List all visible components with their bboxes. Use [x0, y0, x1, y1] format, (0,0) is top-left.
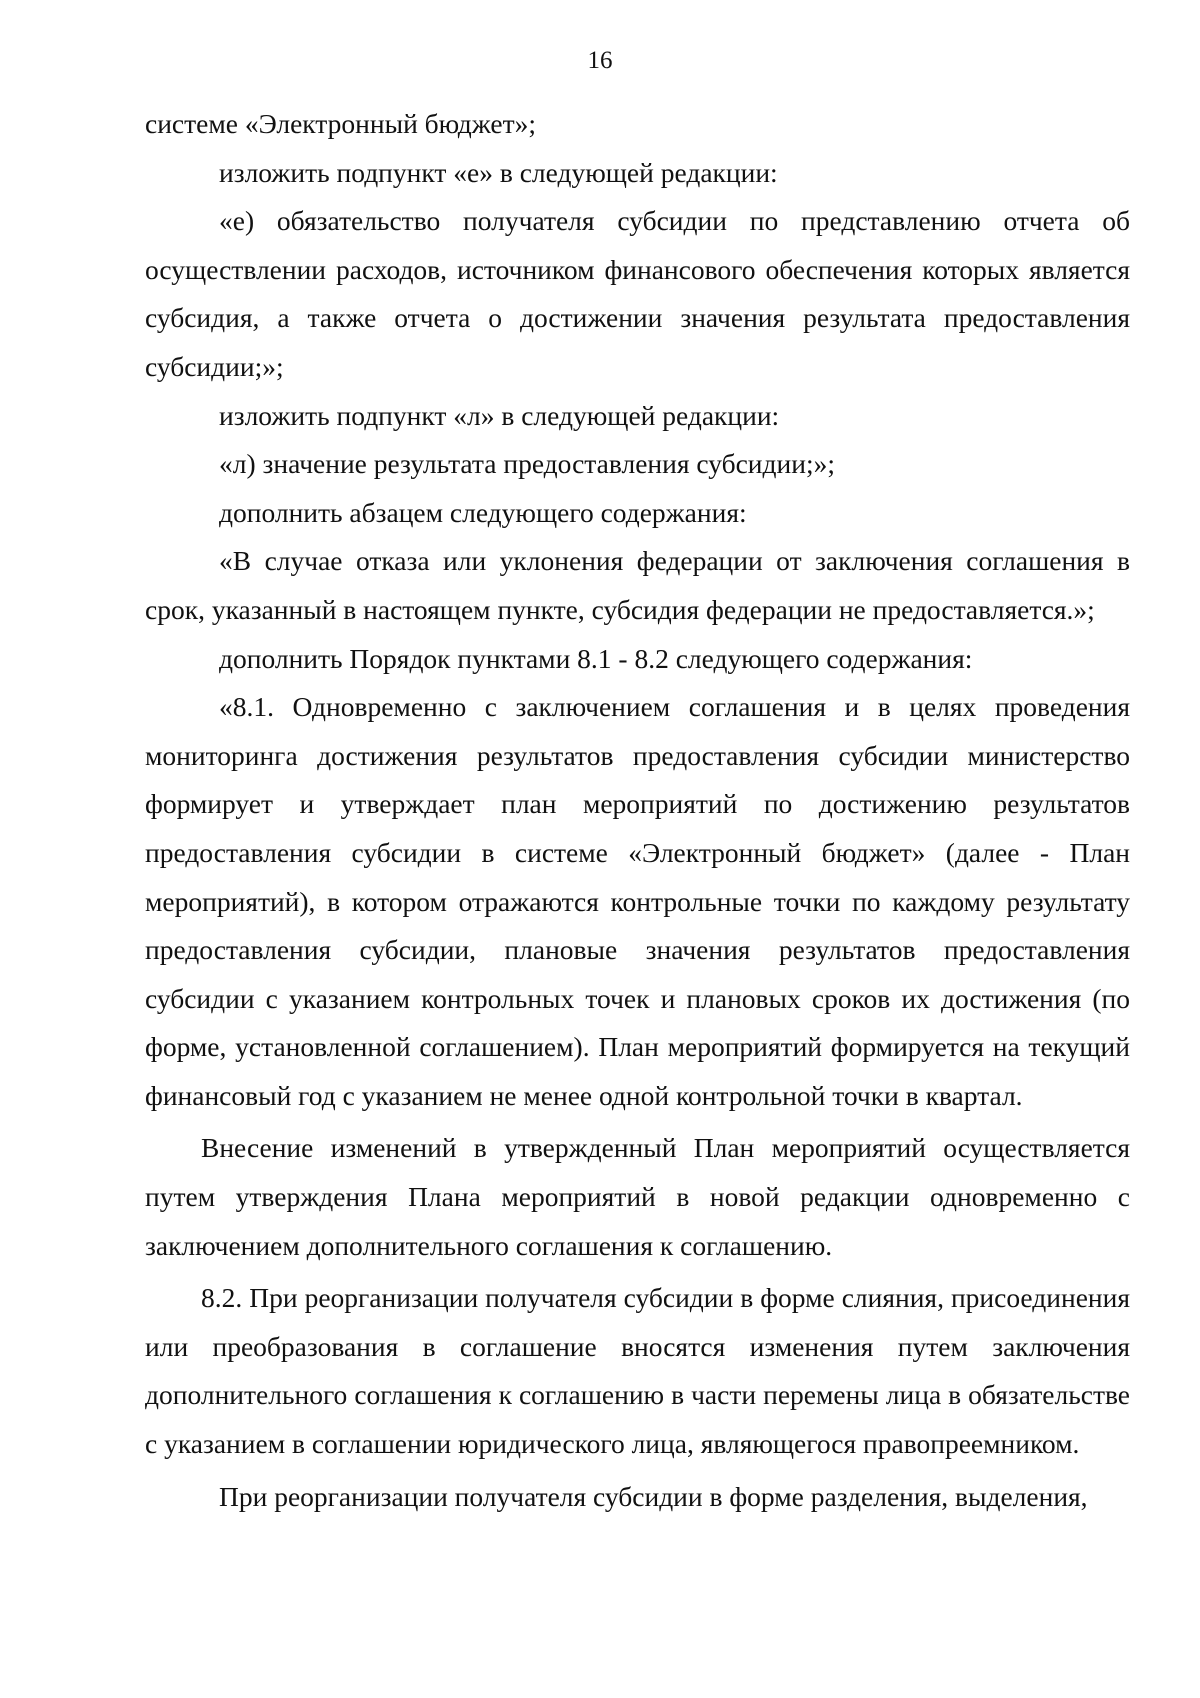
- paragraph-continuation: системе «Электронный бюджет»;: [145, 108, 537, 139]
- paragraph-refusal-clause: «В случае отказа или уклонения федерации от заключения соглашения в срок, указанный в настоящем пункте, субсидия федерации не предоставляется.»;: [145, 545, 1130, 625]
- paragraph-plan-changes: Внесение изменений в утвержденный План мероприятий осуществляется путем утверждения Плана мероприятий в новой редакции одновременно с заключением дополнительного соглашения к соглашению.: [145, 1132, 1130, 1261]
- paragraph-point-8-1: «8.1. Одновременно с заключением соглашения и в целях проведения мониторинга достижения результатов предоставления субсидии министерство формирует и утверждает план мероприятий по достижению результатов предоставления субсидии в системе «Электронный бюджет» (далее - План мероприятий), в котором отражаются контрольные точки по каждому результату предоставления субсидии, плановые значения результатов предоставления субсидии с указанием контрольных точек и плановых сроков их достижения (по форме, установленной соглашением). План мероприятий формируется на текущий финансовый год с указанием не менее одной контрольной точки в квартал.: [145, 691, 1130, 1111]
- paragraph-instruction-points: дополнить Порядок пунктами 8.1 - 8.2 следующего содержания:: [219, 642, 973, 674]
- paragraph-instruction-e: изложить подпункт «е» в следующей редакции:: [219, 156, 778, 188]
- paragraph-instruction-add: дополнить абзацем следующего содержания:: [219, 496, 747, 528]
- paragraph-point-8-2: 8.2. При реорганизации получателя субсидии в форме слияния, присоединения или преобразования в соглашение вносятся изменения путем заключения дополнительного соглашения к соглашению в части перемены лица в обязательстве с указанием в соглашении юридического лица, являющегося правопреемником.: [145, 1282, 1130, 1460]
- paragraph-reorganization: При реорганизации получателя субсидии в форме разделения, выделения,: [219, 1480, 1088, 1512]
- document-body: [145, 100, 1130, 1521]
- paragraph-instruction-l: изложить подпункт «л» в следующей редакции:: [219, 399, 780, 431]
- page-number: 16: [587, 47, 613, 74]
- paragraph-subitem-l: «л) значение результата предоставления субсидии;»;: [219, 448, 835, 480]
- paragraph-subitem-e: «е) обязательство получателя субсидии по представлению отчета об осуществлении расходов, источником финансового обеспечения которых является субсидия, а также отчета о достижении значения результата предоставления субсидии;»;: [145, 205, 1130, 382]
